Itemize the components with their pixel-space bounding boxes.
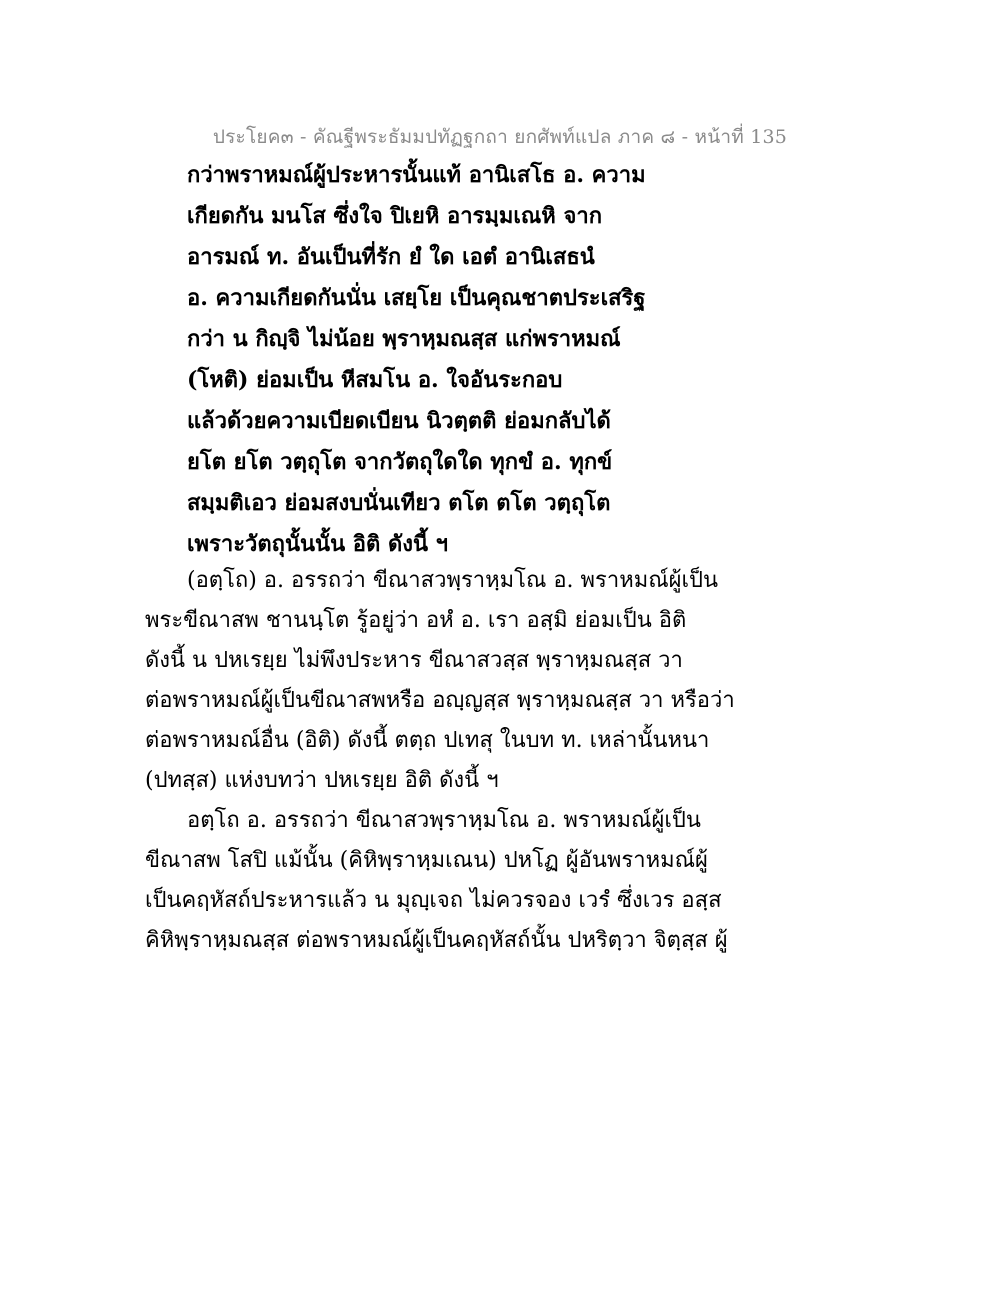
para1-line-3: ดังนี้ น ปหเรยฺย ไม่พึงประหาร ขีณาสวสฺส พฺราหฺมณสฺส วา: [145, 648, 683, 673]
para1-line-4: ต่อพราหมณ์ผู้เป็นขีณาสพหรือ อญฺญสฺส พฺราหฺมณสฺส วา หรือว่า: [145, 688, 735, 713]
para1-line-5: ต่อพราหมณ์อื่น (อิติ) ดังนี้ ตตฺถ ปเทสุ ในบท ท. เหล่านั้นหนา: [145, 728, 710, 753]
bold-line-9: สมฺมติเอว ย่อมสงบนั่นเทียว ตโต ตโต วตฺถุโต: [187, 490, 611, 516]
para2-line-3: เป็นคฤหัสถ์ประหารแล้ว น มุญฺเจถ ไม่ควรจอง เวรํ ซึ่งเวร อสฺส: [145, 888, 722, 913]
page-header: ประโยค๓ - คัณฐีพระธัมมปทัฏฐกถา ยกศัพท์แปล ภาค ๘ - หน้าที่ 135: [212, 126, 788, 148]
bold-line-5: กว่า น กิญฺจิ ไม่น้อย พฺราหฺมณสฺส แก่พราหมณ์: [187, 326, 621, 352]
bold-line-8: ยโต ยโต วตฺถุโต จากวัตถุใดใด ทุกขํ อ. ทุกข์: [187, 449, 613, 475]
para1-line-2: พระขีณาสพ ชานนฺโต รู้อยู่ว่า อหํ อ. เรา อสฺมิ ย่อมเป็น อิติ: [145, 608, 687, 633]
bold-line-2: เกียดกัน มนโส ซึ่งใจ ปิเยหิ อารมฺมเณหิ จาก: [187, 203, 603, 229]
para1-line-1: (อตฺโถ) อ. อรรถว่า ขีณาสวพฺราหฺมโณ อ. พราหมณ์ผู้เป็น: [187, 568, 719, 593]
bold-line-3: อารมณ์ ท. อันเป็นที่รัก ยํ ใด เอตํ อานิเสธนํ: [187, 244, 595, 270]
bold-line-1: กว่าพราหมณ์ผู้ประหารนั้นแท้ อานิเสโธ อ. ความ: [187, 162, 646, 188]
bold-line-10: เพราะวัตถุนั้นนั้น อิติ ดังนี้ ฯ: [187, 531, 449, 557]
bold-line-6: (โหติ) ย่อมเป็น หีสมโน อ. ใจอันระกอบ: [187, 367, 563, 393]
para2-line-1: อตฺโถ อ. อรรถว่า ขีณาสวพฺราหฺมโณ อ. พราหมณ์ผู้เป็น: [187, 808, 701, 833]
bold-line-7: แล้วด้วยความเบียดเบียน นิวตฺตติ ย่อมกลับได้: [187, 408, 611, 434]
para1-line-6: (ปทสฺส) แห่งบทว่า ปหเรยฺย อิติ ดังนี้ ฯ: [145, 768, 499, 793]
bold-line-4: อ. ความเกียดกันนั่น เสยฺโย เป็นคุณชาตประเสริฐ: [187, 285, 646, 311]
para2-line-2: ขีณาสพ โสปิ แม้นั้น (คิหิพฺราหฺมเณน) ปหโฏ ผู้อันพราหมณ์ผู้: [145, 848, 708, 873]
para2-line-4: คิหิพฺราหฺมณสฺส ต่อพราหมณ์ผู้เป็นคฤหัสถ์นั้น ปหริตฺวา จิตฺสฺส ผู้: [145, 928, 728, 953]
